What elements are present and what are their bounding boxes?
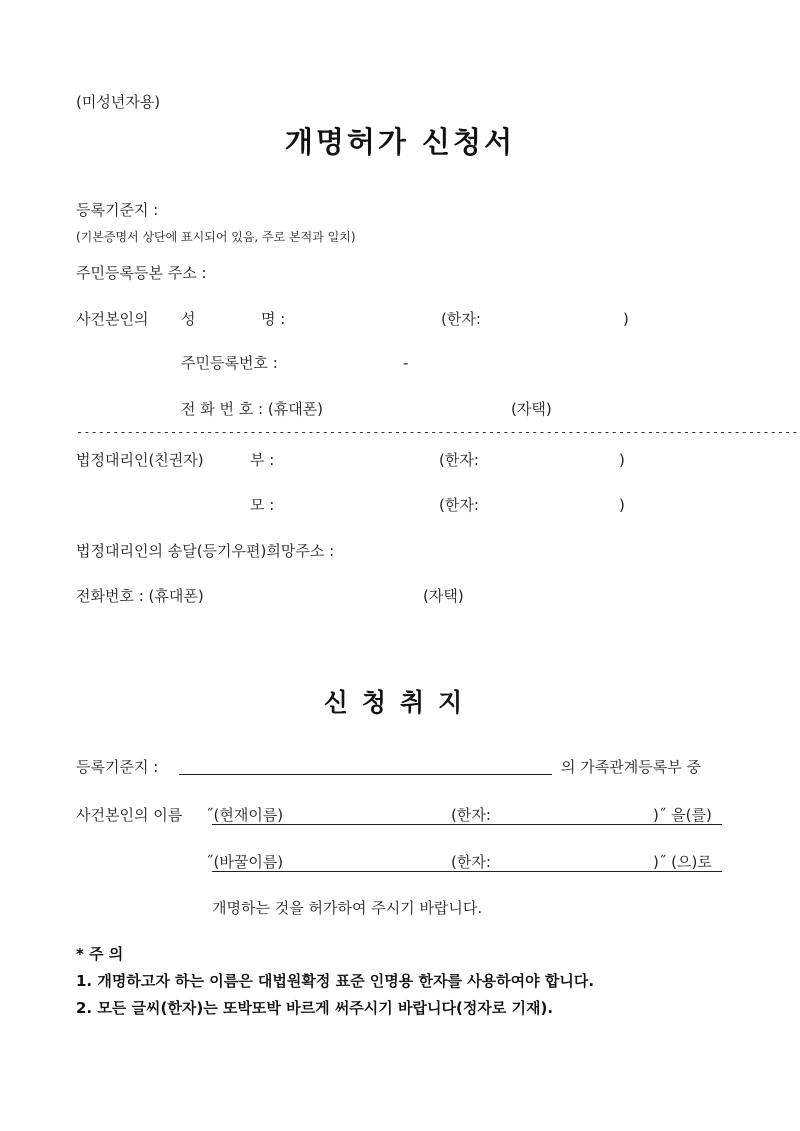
resident-number-dash: - — [403, 354, 409, 372]
current-name-hanja-label: (한자: — [451, 806, 491, 824]
person-name-label: 사건본인의 이름 — [76, 806, 183, 824]
mother-hanja-close: ) — [619, 496, 625, 514]
guardian-phone-label: 전화번호 : (휴대폰) — [76, 587, 204, 605]
guardian-label: 법정대리인(친권자) — [76, 451, 204, 469]
phone-label: 전 화 번 호 : (휴대폰) — [181, 400, 324, 418]
father-label: 부 : — [250, 451, 275, 469]
registry-underline — [179, 774, 552, 775]
form-title: 개명허가 신청서 — [284, 125, 516, 159]
registry-note: (기본증명서 상단에 표시되어 있음, 주로 본적과 일치) — [76, 230, 356, 244]
person-label: 사건본인의 — [76, 310, 149, 328]
notes-heading: * 주 의 — [76, 945, 124, 963]
new-name-hanja-label: (한자: — [451, 853, 491, 871]
name-label-first: 성 — [181, 310, 196, 328]
current-name-suffix: )˝ 을(를) — [653, 806, 712, 824]
note-item: 2. 모든 글씨(한자)는 또박또박 바르게 써주시기 바랍니다(정자로 기재). — [76, 999, 554, 1017]
purpose-title: 신청취지 — [323, 688, 477, 717]
resident-number-label: 주민등록번호 : — [181, 354, 278, 372]
new-name-suffix: )˝ (으)로 — [653, 853, 712, 871]
request-text: 개명하는 것을 허가하여 주시기 바랍니다. — [212, 899, 483, 917]
new-name-label: ˝(바꿀이름) — [206, 853, 284, 871]
form-category: (미성년자용) — [76, 93, 161, 111]
home-phone-label: (자택) — [511, 400, 552, 418]
current-name-label: ˝(현재이름) — [206, 806, 284, 824]
guardian-home-phone-label: (자택) — [423, 587, 464, 605]
current-name-underline — [212, 824, 722, 825]
new-name-underline — [212, 871, 722, 872]
registry-label: 등록기준지 : — [76, 201, 159, 219]
father-hanja-close: ) — [619, 451, 625, 469]
purpose-registry-suffix: 의 가족관계등록부 중 — [561, 758, 701, 776]
father-hanja-label: (한자: — [439, 451, 479, 469]
address-label: 주민등록등본 주소 : — [76, 264, 207, 282]
mother-hanja-label: (한자: — [439, 496, 479, 514]
purpose-registry-label: 등록기준지 : — [76, 758, 159, 776]
section-divider: ---------------------------------------------------------------------------------------------------- — [76, 425, 799, 439]
note-item: 1. 개명하고자 하는 이름은 대법원확정 표준 인명용 한자를 사용하여야 합니다. — [76, 972, 595, 990]
person-hanja-close: ) — [623, 310, 629, 328]
person-hanja-label: (한자: — [441, 310, 481, 328]
mother-label: 모 : — [250, 496, 275, 514]
name-label-second: 명 : — [261, 310, 286, 328]
guardian-address-label: 법정대리인의 송달(등기우편)희망주소 : — [76, 542, 335, 560]
